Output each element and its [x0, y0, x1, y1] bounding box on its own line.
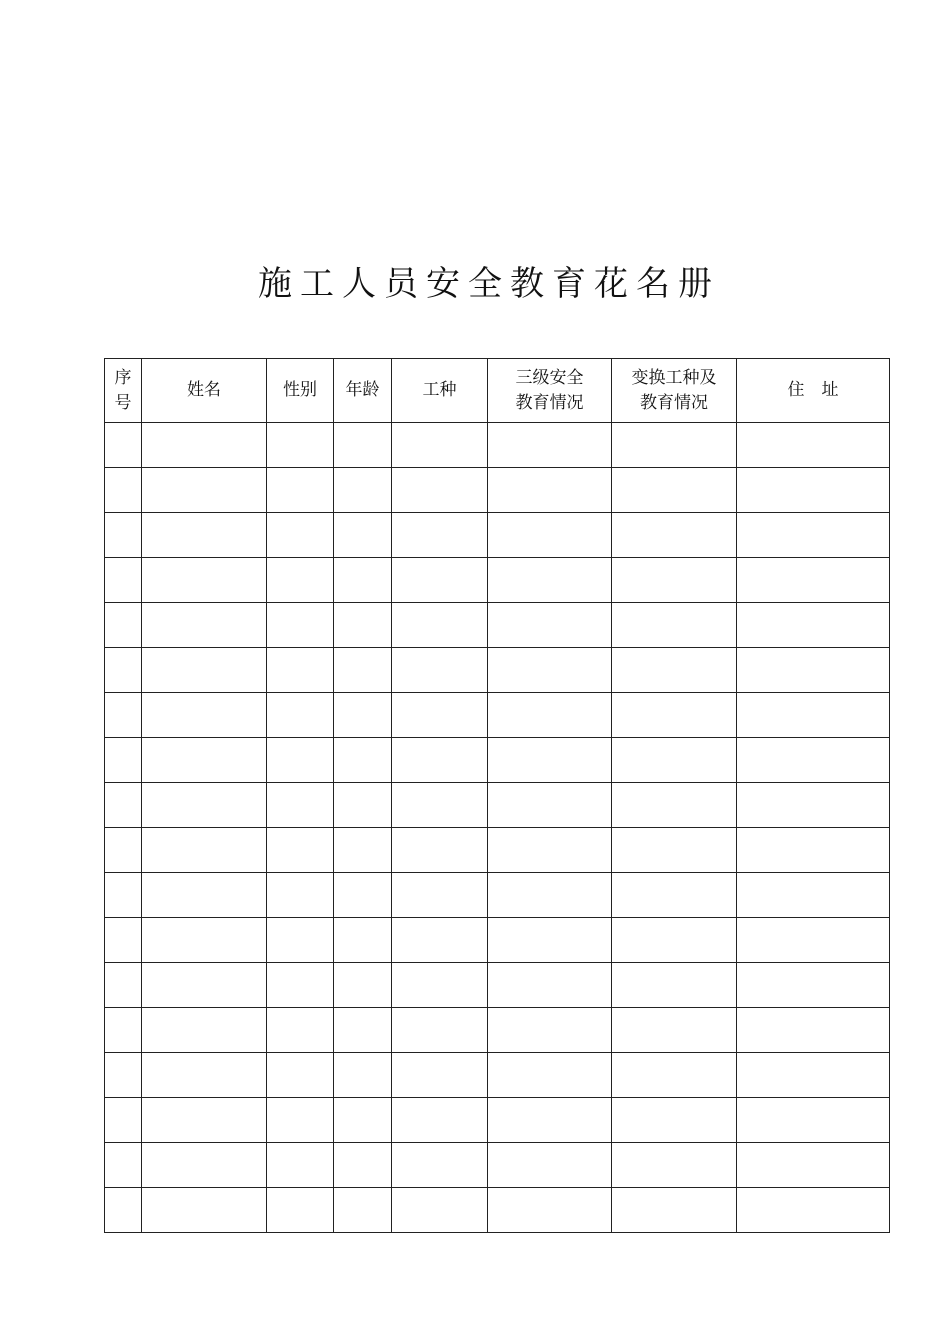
page-title: 施工人员安全教育花名册: [258, 264, 720, 304]
cell-three-level-education[interactable]: [488, 1053, 612, 1098]
cell-age[interactable]: [334, 1188, 392, 1233]
cell-trade-change-education[interactable]: [612, 648, 737, 693]
cell-gender[interactable]: [267, 738, 334, 783]
cell-gender[interactable]: [267, 783, 334, 828]
cell-age[interactable]: [334, 648, 392, 693]
cell-gender[interactable]: [267, 1008, 334, 1053]
cell-seq[interactable]: [105, 603, 142, 648]
cell-three-level-education[interactable]: [488, 423, 612, 468]
cell-three-level-education[interactable]: [488, 468, 612, 513]
cell-gender[interactable]: [267, 873, 334, 918]
cell-address[interactable]: [737, 1143, 890, 1188]
cell-three-level-education[interactable]: [488, 918, 612, 963]
cell-seq[interactable]: [105, 918, 142, 963]
cell-trade[interactable]: [392, 1143, 488, 1188]
cell-age[interactable]: [334, 1008, 392, 1053]
cell-age[interactable]: [334, 1143, 392, 1188]
cell-three-level-education[interactable]: [488, 558, 612, 603]
cell-trade[interactable]: [392, 1008, 488, 1053]
cell-name[interactable]: [142, 1098, 267, 1143]
cell-trade[interactable]: [392, 1053, 488, 1098]
cell-address[interactable]: [737, 1188, 890, 1233]
cell-name[interactable]: [142, 918, 267, 963]
table-row: [105, 873, 890, 918]
cell-trade-change-education[interactable]: [612, 1188, 737, 1233]
table-row: [105, 603, 890, 648]
cell-name[interactable]: [142, 783, 267, 828]
cell-name[interactable]: [142, 1143, 267, 1188]
cell-seq[interactable]: [105, 558, 142, 603]
cell-trade-change-education[interactable]: [612, 423, 737, 468]
cell-address[interactable]: [737, 648, 890, 693]
cell-age[interactable]: [334, 468, 392, 513]
table-row: [105, 1053, 890, 1098]
cell-trade-change-education[interactable]: [612, 918, 737, 963]
table-row: [105, 1188, 890, 1233]
cell-seq[interactable]: [105, 1143, 142, 1188]
cell-trade[interactable]: [392, 648, 488, 693]
cell-name[interactable]: [142, 603, 267, 648]
cell-address[interactable]: [737, 828, 890, 873]
cell-gender[interactable]: [267, 1143, 334, 1188]
cell-trade[interactable]: [392, 1188, 488, 1233]
cell-three-level-education[interactable]: [488, 873, 612, 918]
cell-seq[interactable]: [105, 1008, 142, 1053]
cell-address[interactable]: [737, 1008, 890, 1053]
table-row: [105, 918, 890, 963]
header-trade: 工种: [392, 359, 488, 423]
cell-seq[interactable]: [105, 468, 142, 513]
cell-age[interactable]: [334, 1053, 392, 1098]
cell-age[interactable]: [334, 783, 392, 828]
cell-address[interactable]: [737, 873, 890, 918]
cell-name[interactable]: [142, 648, 267, 693]
cell-three-level-education[interactable]: [488, 1098, 612, 1143]
cell-address[interactable]: [737, 513, 890, 558]
cell-seq[interactable]: [105, 1053, 142, 1098]
cell-gender[interactable]: [267, 558, 334, 603]
cell-name[interactable]: [142, 1188, 267, 1233]
cell-trade-change-education[interactable]: [612, 963, 737, 1008]
cell-seq[interactable]: [105, 423, 142, 468]
cell-name[interactable]: [142, 423, 267, 468]
cell-age[interactable]: [334, 873, 392, 918]
cell-gender[interactable]: [267, 648, 334, 693]
cell-three-level-education[interactable]: [488, 648, 612, 693]
cell-trade[interactable]: [392, 918, 488, 963]
table-row: [105, 513, 890, 558]
cell-gender[interactable]: [267, 513, 334, 558]
roster-table: [104, 358, 890, 1233]
header-age: 年龄: [334, 359, 392, 423]
cell-gender[interactable]: [267, 828, 334, 873]
cell-address[interactable]: [737, 1053, 890, 1098]
cell-three-level-education[interactable]: [488, 1143, 612, 1188]
cell-seq[interactable]: [105, 873, 142, 918]
cell-age[interactable]: [334, 918, 392, 963]
cell-trade-change-education[interactable]: [612, 828, 737, 873]
cell-three-level-education[interactable]: [488, 963, 612, 1008]
cell-address[interactable]: [737, 918, 890, 963]
cell-gender[interactable]: [267, 918, 334, 963]
cell-three-level-education[interactable]: [488, 603, 612, 648]
cell-trade-change-education[interactable]: [612, 693, 737, 738]
cell-age[interactable]: [334, 828, 392, 873]
cell-gender[interactable]: [267, 1053, 334, 1098]
cell-gender[interactable]: [267, 423, 334, 468]
cell-seq[interactable]: [105, 783, 142, 828]
cell-trade[interactable]: [392, 603, 488, 648]
roster-body: [105, 423, 890, 1233]
table-row: [105, 693, 890, 738]
cell-seq[interactable]: [105, 1188, 142, 1233]
cell-age[interactable]: [334, 513, 392, 558]
cell-trade[interactable]: [392, 423, 488, 468]
cell-age[interactable]: [334, 963, 392, 1008]
cell-trade-change-education[interactable]: [612, 783, 737, 828]
cell-three-level-education[interactable]: [488, 1008, 612, 1053]
header-trade-change-education: 变换工种及教育情况: [612, 359, 737, 423]
table-row: [105, 963, 890, 1008]
cell-trade[interactable]: [392, 828, 488, 873]
cell-three-level-education[interactable]: [488, 828, 612, 873]
cell-trade-change-education[interactable]: [612, 738, 737, 783]
cell-seq[interactable]: [105, 648, 142, 693]
cell-name[interactable]: [142, 963, 267, 1008]
table-row: [105, 468, 890, 513]
cell-age[interactable]: [334, 423, 392, 468]
cell-three-level-education[interactable]: [488, 1188, 612, 1233]
cell-name[interactable]: [142, 693, 267, 738]
cell-age[interactable]: [334, 693, 392, 738]
table-row: [105, 1008, 890, 1053]
cell-three-level-education[interactable]: [488, 738, 612, 783]
cell-trade[interactable]: [392, 513, 488, 558]
table-row: [105, 828, 890, 873]
header-seq: 序号: [105, 359, 142, 423]
cell-trade-change-education[interactable]: [612, 1053, 737, 1098]
cell-trade-change-education[interactable]: [612, 603, 737, 648]
header-name: 姓名: [142, 359, 267, 423]
cell-address[interactable]: [737, 558, 890, 603]
cell-age[interactable]: [334, 1098, 392, 1143]
cell-trade-change-education[interactable]: [612, 1008, 737, 1053]
cell-seq[interactable]: [105, 738, 142, 783]
cell-trade-change-education[interactable]: [612, 468, 737, 513]
cell-seq[interactable]: [105, 963, 142, 1008]
cell-name[interactable]: [142, 468, 267, 513]
cell-name[interactable]: [142, 1053, 267, 1098]
table-row: [105, 783, 890, 828]
cell-trade[interactable]: [392, 693, 488, 738]
cell-three-level-education[interactable]: [488, 693, 612, 738]
cell-address[interactable]: [737, 693, 890, 738]
cell-seq[interactable]: [105, 513, 142, 558]
header-address: 住 址: [737, 359, 890, 423]
cell-trade[interactable]: [392, 738, 488, 783]
cell-trade-change-education[interactable]: [612, 1143, 737, 1188]
cell-trade[interactable]: [392, 963, 488, 1008]
cell-name[interactable]: [142, 738, 267, 783]
cell-age[interactable]: [334, 558, 392, 603]
cell-gender[interactable]: [267, 468, 334, 513]
table-row: [105, 558, 890, 603]
cell-seq[interactable]: [105, 828, 142, 873]
cell-trade-change-education[interactable]: [612, 558, 737, 603]
header-three-level-education: 三级安全教育情况: [488, 359, 612, 423]
cell-three-level-education[interactable]: [488, 513, 612, 558]
cell-gender[interactable]: [267, 963, 334, 1008]
cell-name[interactable]: [142, 828, 267, 873]
cell-name[interactable]: [142, 1008, 267, 1053]
cell-trade-change-education[interactable]: [612, 873, 737, 918]
cell-trade[interactable]: [392, 783, 488, 828]
table-row: [105, 1098, 890, 1143]
cell-address[interactable]: [737, 603, 890, 648]
cell-seq[interactable]: [105, 693, 142, 738]
cell-trade[interactable]: [392, 468, 488, 513]
cell-gender[interactable]: [267, 1098, 334, 1143]
cell-address[interactable]: [737, 1098, 890, 1143]
cell-address[interactable]: [737, 468, 890, 513]
header-row: [105, 359, 890, 423]
cell-seq[interactable]: [105, 1098, 142, 1143]
cell-gender[interactable]: [267, 693, 334, 738]
cell-gender[interactable]: [267, 603, 334, 648]
cell-trade-change-education[interactable]: [612, 1098, 737, 1143]
table-row: [105, 738, 890, 783]
cell-address[interactable]: [737, 423, 890, 468]
cell-trade[interactable]: [392, 558, 488, 603]
header-gender: 性别: [267, 359, 334, 423]
cell-trade[interactable]: [392, 873, 488, 918]
table-row: [105, 1143, 890, 1188]
cell-trade[interactable]: [392, 1098, 488, 1143]
cell-trade-change-education[interactable]: [612, 513, 737, 558]
cell-name[interactable]: [142, 558, 267, 603]
cell-address[interactable]: [737, 963, 890, 1008]
cell-address[interactable]: [737, 783, 890, 828]
cell-age[interactable]: [334, 603, 392, 648]
table-row: [105, 648, 890, 693]
table-row: [105, 423, 890, 468]
cell-name[interactable]: [142, 873, 267, 918]
cell-age[interactable]: [334, 738, 392, 783]
cell-gender[interactable]: [267, 1188, 334, 1233]
cell-three-level-education[interactable]: [488, 783, 612, 828]
cell-address[interactable]: [737, 738, 890, 783]
cell-name[interactable]: [142, 513, 267, 558]
